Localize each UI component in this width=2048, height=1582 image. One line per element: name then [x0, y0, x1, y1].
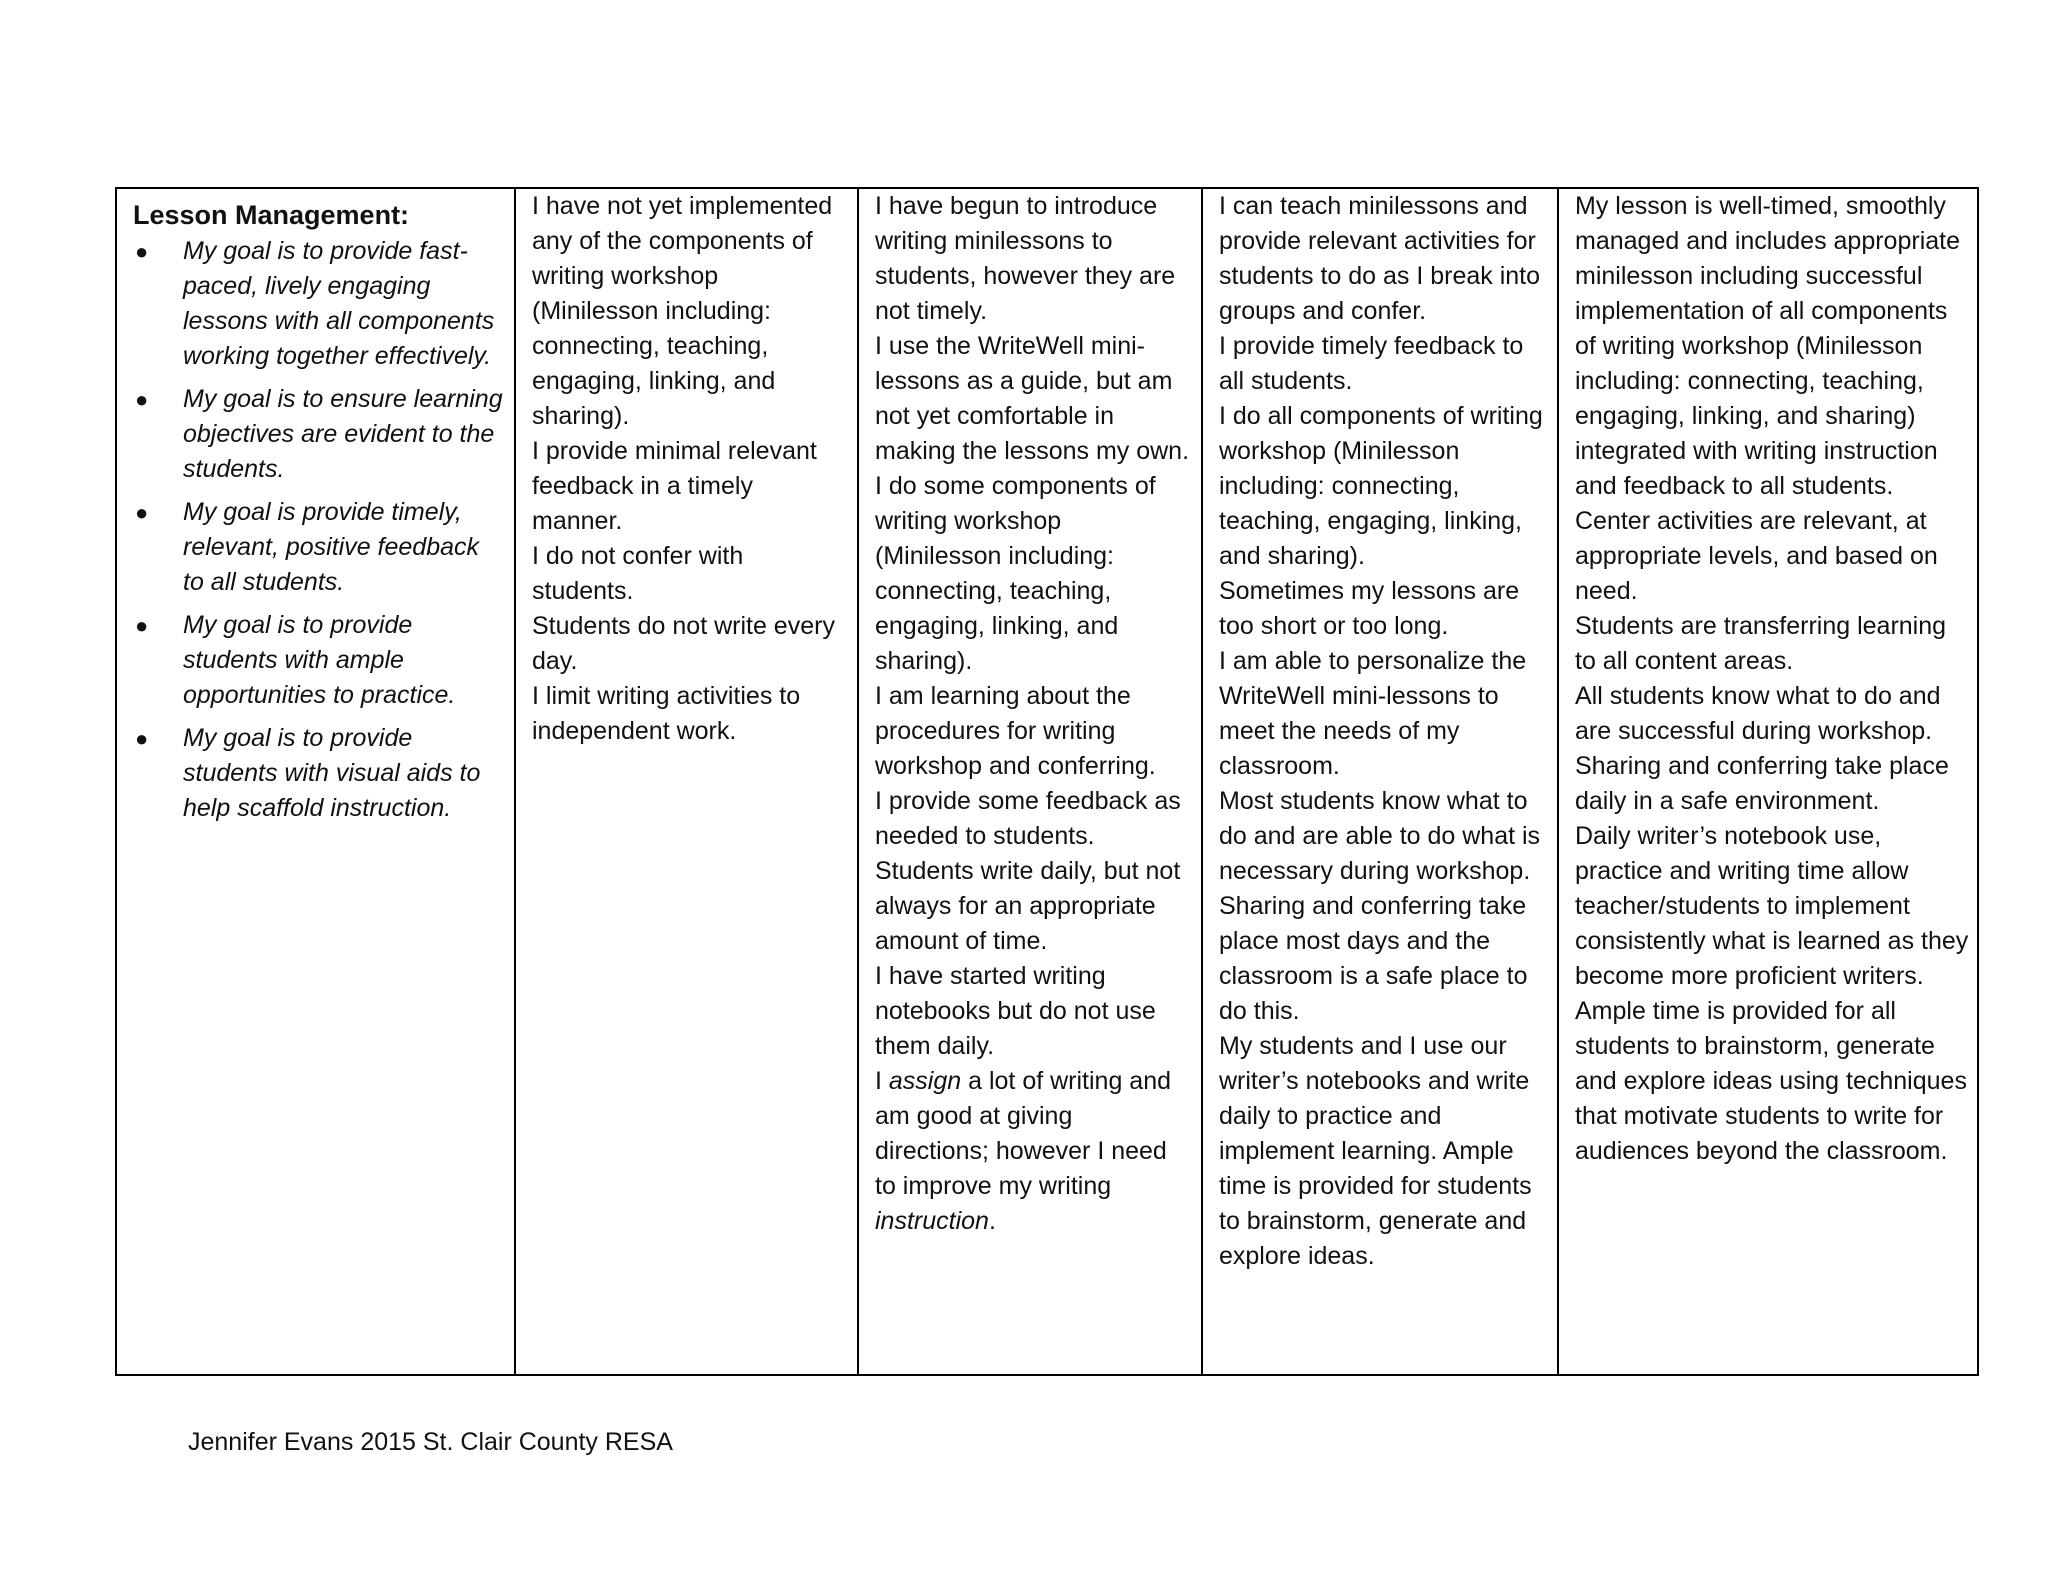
goal-item — [133, 382, 506, 487]
level-statement: Sharing and conferring take place most days and the classroom is a safe place to do this. — [1219, 892, 1528, 1025]
footer-credit: Jennifer Evans 2015 St. Clair County RESA — [188, 1428, 673, 1456]
instruction-emphasis: instruction — [875, 1207, 989, 1235]
level-statement: Sometimes my lessons are too short or too long. — [1219, 577, 1520, 640]
goal-text: My goal is to provide students with visual aids to help scaffold instruction. — [183, 724, 481, 822]
goal-item — [133, 721, 506, 826]
level-statement: I can teach minilessons and provide relevant activities for students to do as I break into groups and confer. — [1219, 192, 1541, 325]
goal-text: My goal is provide timely, relevant, positive feedback to all students. — [183, 498, 480, 596]
level-statement: Most students know what to do and are able to do what is necessary during workshop. — [1219, 787, 1541, 885]
level-statement: All students know what to do and are successful during workshop. — [1575, 682, 1941, 745]
level-statement: Students write daily, but not always for an appropriate amount of time. — [875, 857, 1181, 955]
level-statement: Ample time is provided for all students to brainstorm, generate and explore ideas using techniques that motivate students to write for audiences beyond the classroom. — [1575, 997, 1967, 1165]
level-2-cell — [858, 188, 1202, 1375]
level-statement: My lesson is well-timed, smoothly managed and includes appropriate minilesson including successful implementation of all components of writing workshop (Minilesson including: connecting, teaching, engaging, linking, and sharing) integrated with writing instruction and feedback to all students. — [1575, 192, 1960, 500]
rubric-row — [116, 188, 1978, 1375]
level-statement: My students and I use our writer’s notebooks and write daily to practice and implement learning. Ample time is provided for students to brainstorm, generate and explore ideas. — [1219, 1032, 1532, 1270]
criteria-title: Lesson Management: — [133, 200, 410, 230]
goal-text: My goal is to ensure learning objectives are evident to the students. — [183, 385, 503, 483]
level-statement: I am learning about the procedures for writing workshop and conferring. — [875, 682, 1156, 780]
goal-text: My goal is to provide fast-paced, lively engaging lessons with all components working together effectively. — [183, 237, 495, 370]
level-statement: Students are transferring learning to all content areas. — [1575, 612, 1947, 675]
level-statement: I do not confer with students. — [532, 542, 744, 605]
goal-text: My goal is to provide students with ample opportunities to practice. — [183, 611, 456, 709]
level-statement: I provide timely feedback to all students. — [1219, 332, 1524, 395]
assign-suffix: a lot of writing and am good at giving directions; however I need to improve my writing — [875, 1067, 1172, 1200]
level-statement: I provide minimal relevant feedback in a timely manner. — [532, 437, 817, 535]
level-statement: I have begun to introduce writing minilessons to students, however they are not timely. — [875, 192, 1176, 325]
goal-list — [133, 234, 506, 826]
level-statement-assign — [875, 1064, 1193, 1239]
level-statement: Daily writer’s notebook use, practice and writing time allow teacher/students to implement consistently what is learned as they become more proficient writers. — [1575, 822, 1969, 990]
goal-item — [133, 234, 506, 374]
bullet-icon: ● — [135, 387, 149, 412]
level-statement: I have not yet implemented any of the components of writing workshop (Minilesson including: connecting, teaching, engaging, linking, and sharing). — [532, 192, 833, 430]
goal-item — [133, 495, 506, 600]
bullet-icon: ● — [135, 239, 149, 264]
level-statement: I do some components of writing workshop (Minilesson including: connecting, teaching, engaging, linking, and sharing). — [875, 472, 1156, 675]
criteria-cell — [116, 188, 515, 1375]
level-statement: I do all components of writing workshop (Minilesson including: connecting, teaching, engaging, linking, and sharing). — [1219, 402, 1543, 570]
rubric-table — [115, 187, 1979, 1376]
level-statement: Sharing and conferring take place daily in a safe environment. — [1575, 752, 1949, 815]
goal-item — [133, 608, 506, 713]
instruction-suffix: . — [988, 1207, 996, 1235]
level-4-cell — [1558, 188, 1978, 1375]
bullet-icon: ● — [135, 613, 149, 638]
level-statement: Center activities are relevant, at appropriate levels, and based on need. — [1575, 507, 1938, 605]
level-statement: I have started writing notebooks but do not use them daily. — [875, 962, 1156, 1060]
level-3-cell — [1202, 188, 1558, 1375]
assign-prefix: I — [875, 1067, 889, 1095]
level-statement: I use the WriteWell mini-lessons as a guide, but am not yet comfortable in making the lessons my own. — [875, 332, 1190, 465]
level-statement: I limit writing activities to independent work. — [532, 682, 801, 745]
bullet-icon: ● — [135, 500, 149, 525]
bullet-icon: ● — [135, 726, 149, 751]
level-statement: Students do not write every day. — [532, 612, 835, 675]
level-1-cell — [515, 188, 858, 1375]
level-statement: I am able to personalize the WriteWell mini-lessons to meet the needs of my classroom. — [1219, 647, 1527, 780]
assign-emphasis: assign — [888, 1067, 962, 1095]
level-statement: I provide some feedback as needed to students. — [875, 787, 1181, 850]
